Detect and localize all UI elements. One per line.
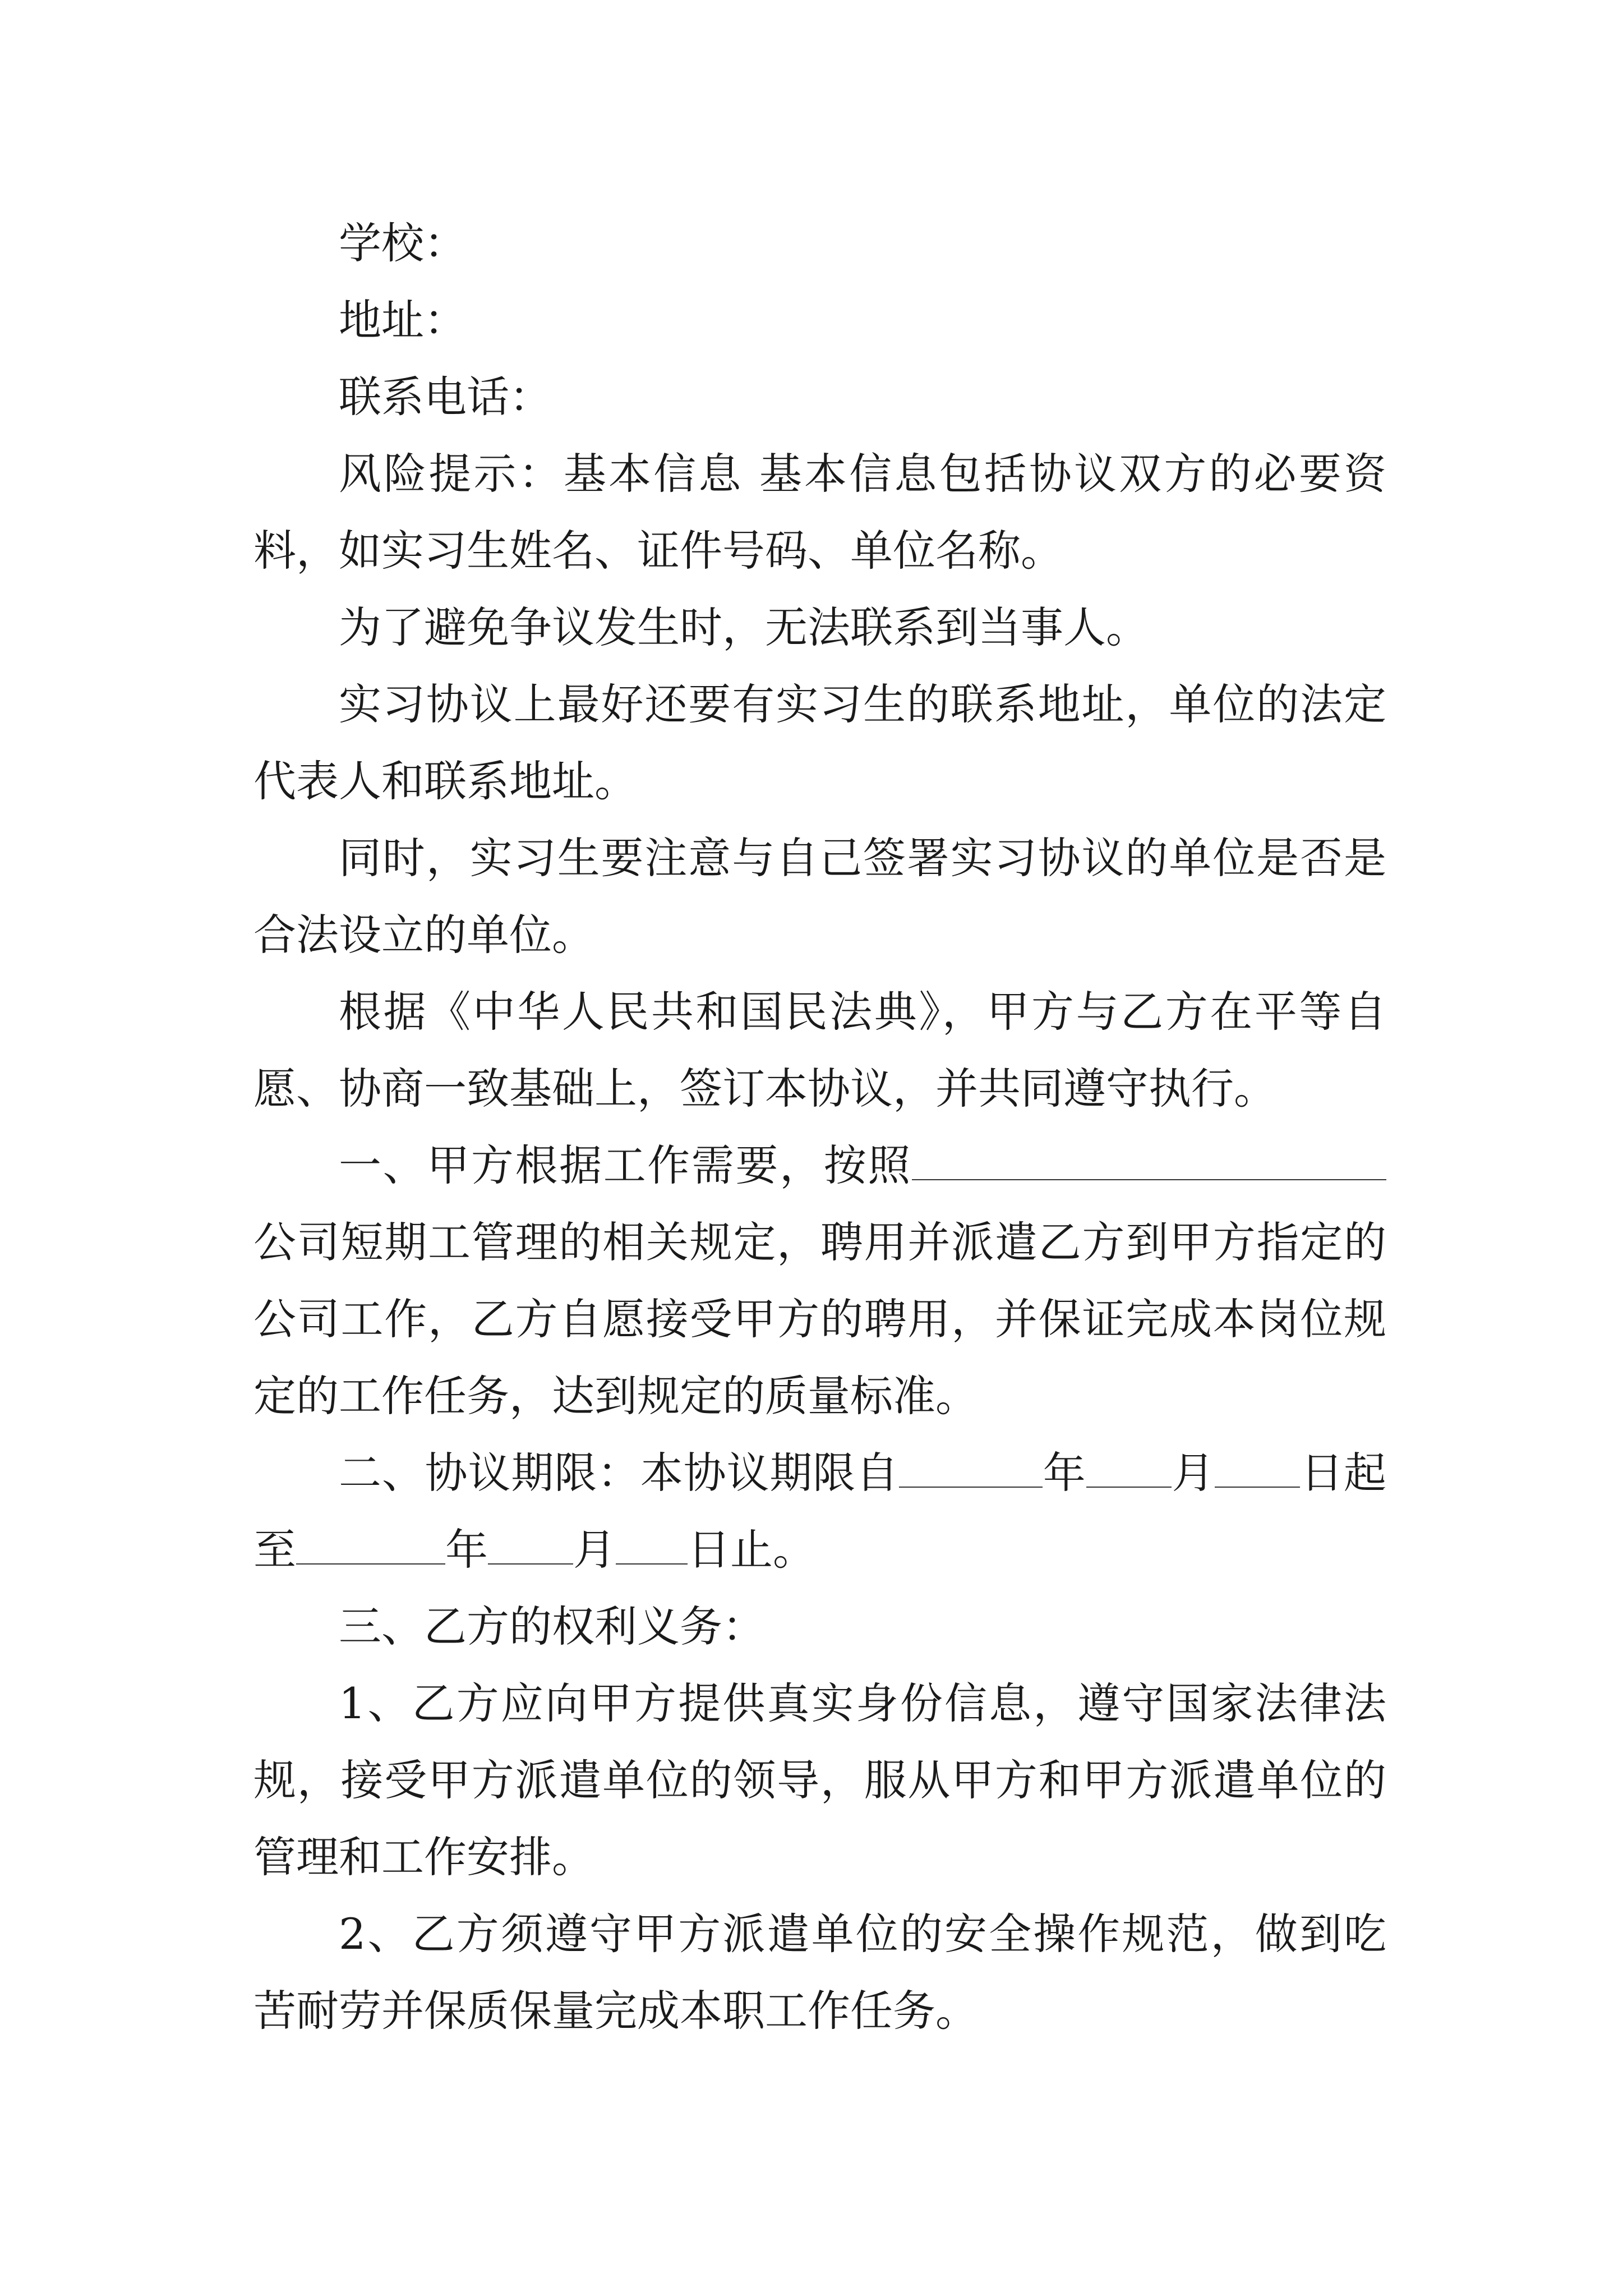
clause-3-item-2: 2、乙方须遵守甲方派遣单位的安全操作规范，做到吃苦耐劳并保质保量完成本职工作任务。 — [253, 1909, 1386, 2036]
label-year-1: 年 — [1042, 1448, 1086, 1498]
clause-3-item-1: 1、乙方应向甲方提供真实身份信息，遵守国家法律法规，接受甲方派遣单位的领导，服从甲方和甲方派遣单位的管理和工作安排。 — [253, 1678, 1386, 1882]
label-day-1: 日起至 — [253, 1448, 1387, 1575]
phone-line: 联系电话： — [339, 372, 552, 422]
blank-end-day — [616, 1524, 688, 1565]
school-line: 学校： — [339, 218, 467, 268]
clause-2-lead: 二、协议期限：本协议期限自 — [339, 1448, 899, 1498]
clause-2 — [253, 1434, 1386, 1588]
blank-start-year — [899, 1447, 1043, 1488]
clause-1-body: 公司短期工管理的相关规定，聘用并派遣乙方到甲方指定的公司工作，乙方自愿接受甲方的聘用，并保证完成本岗位规定的工作任务，达到规定的质量标准。 — [253, 1217, 1386, 1421]
label-month-2: 月 — [573, 1525, 616, 1575]
avoid-dispute-paragraph: 为了避免争议发生时，无法联系到当事人。 — [339, 602, 1149, 652]
document-body — [253, 205, 1386, 2049]
address-line: 地址： — [339, 295, 467, 345]
blank-start-day — [1215, 1447, 1300, 1488]
clause-1-lead: 一、甲方根据工作需要，按照 — [339, 1140, 912, 1190]
clause-1 — [253, 1127, 1386, 1434]
legal-basis-paragraph: 根据《中华人民共和国民法典》，甲方与乙方在平等自愿、协商一致基础上，签订本协议，并共同遵守执行。 — [253, 987, 1386, 1114]
label-day-2: 日止。 — [688, 1525, 815, 1575]
risk-notice: 风险提示：基本信息 基本信息包括协议双方的必要资料，如实习生姓名、证件号码、单位名称。 — [253, 449, 1386, 576]
blank-company-rules — [912, 1140, 1386, 1180]
legal-unit-paragraph: 同时，实习生要注意与自己签署实习协议的单位是否是合法设立的单位。 — [253, 833, 1386, 960]
blank-end-year — [296, 1524, 445, 1565]
blank-start-month — [1086, 1447, 1172, 1488]
label-year-2: 年 — [445, 1525, 488, 1575]
clause-3-heading: 三、乙方的权利义务： — [339, 1602, 765, 1651]
contact-address-paragraph: 实习协议上最好还要有实习生的联系地址，单位的法定代表人和联系地址。 — [253, 679, 1386, 806]
blank-end-month — [488, 1524, 573, 1565]
label-month-1: 月 — [1171, 1448, 1215, 1498]
